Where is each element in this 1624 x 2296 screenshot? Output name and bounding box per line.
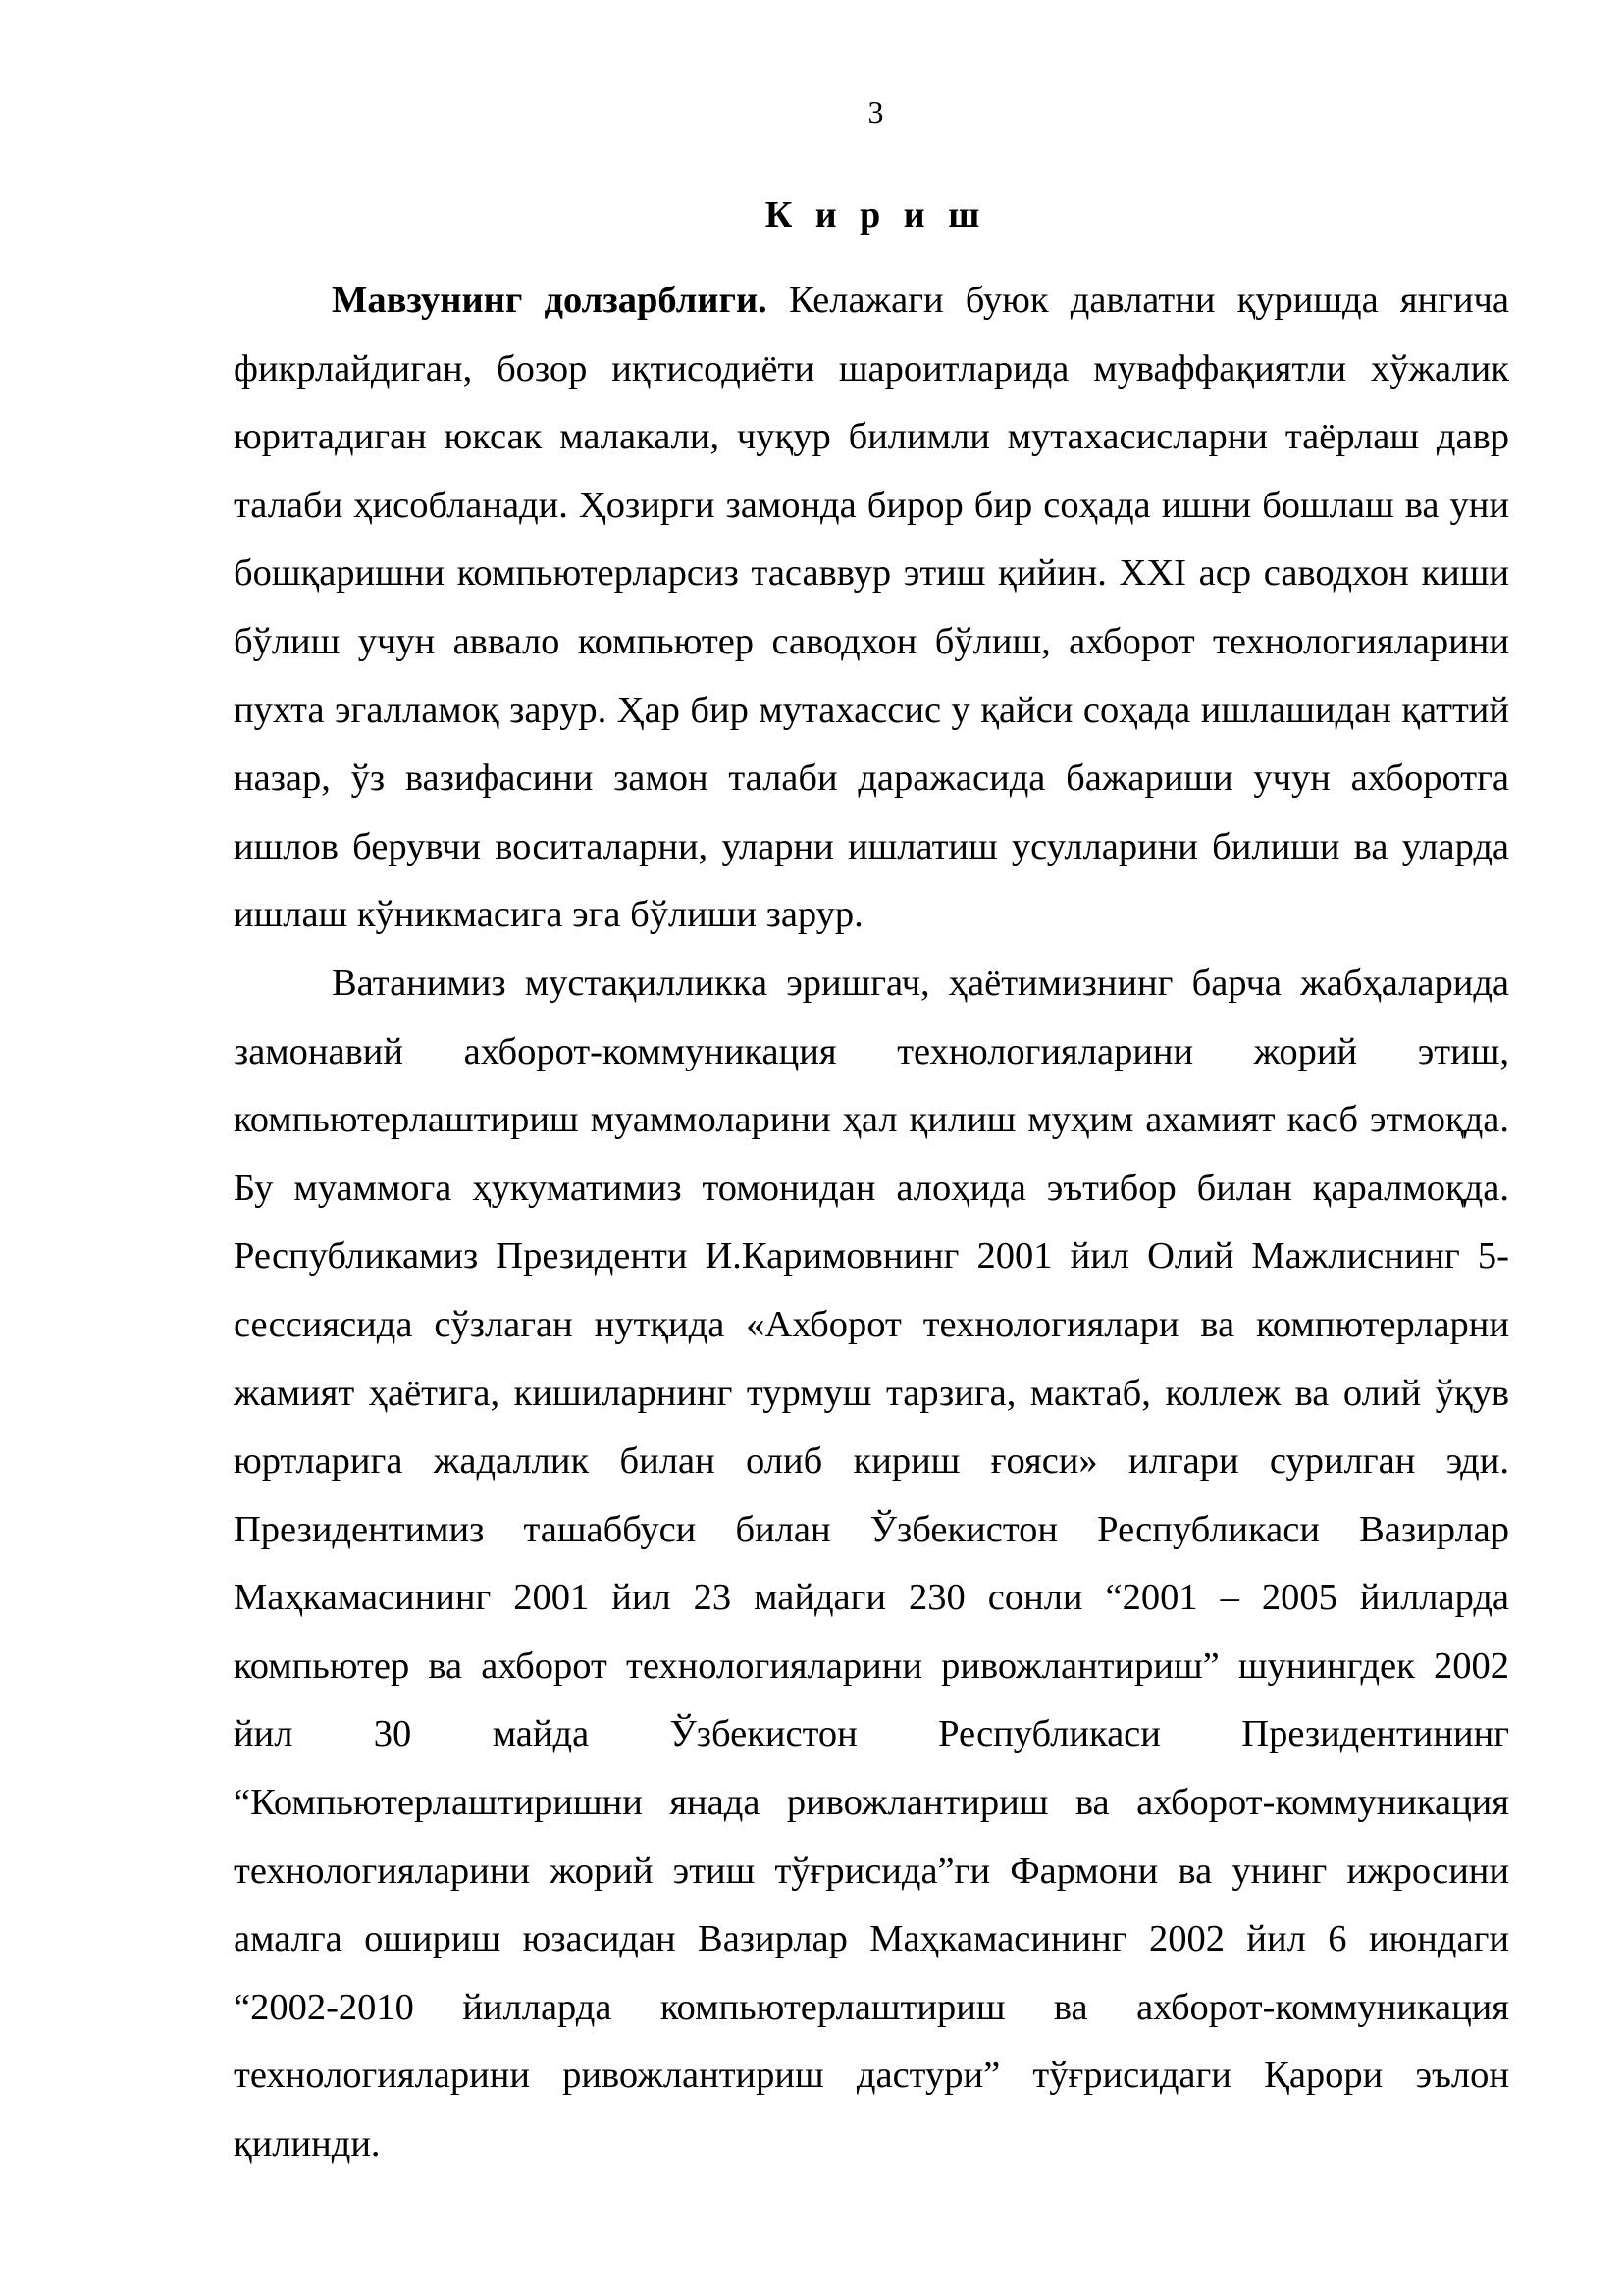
section-heading: К и р и ш: [764, 194, 987, 235]
paragraph-text: Келажаги буюк давлатни қуришда янгича фикрлайдиган, бозор иқтисодиёти шароитларида муваффақиятли хўжалик юритадиган юксак малакали, чуқур билимли мутахасисларни таёрлаш давр талаби ҳисобланади. Ҳозирги замонда бирор бир соҳада ишни бошлаш ва уни бошқаришни компьютерларсиз тасаввур этиш қийин. XXI аср саводхон киши бўлиш учун аввало компьютер саводхон бўлиш, ахборот технологияларини пухта эгалламоқ зарур. Ҳар бир мутахассис у қайси соҳада ишлашидан қаттий назар, ўз вазифасини замон талаби даражасида бажариши учун ахборотга ишлов берувчи воситаларни, уларни ишлатиш усулларини билиши ва уларда ишлаш кўникмасига эга бўлиши зарур.: [234, 280, 1510, 936]
paragraph-history: [234, 950, 1509, 2179]
paragraph-relevance: [234, 267, 1509, 950]
paragraph-text: Ватанимиз мустақилликка эришгач, ҳаётимизнинг барча жабҳаларида замонавий ахборот-коммуникация технологияларини жорий этиш, компьютерлаштириш муаммоларини ҳал қилиш муҳим ахамият касб этмоқда. Бу муаммога ҳукуматимиз томонидан алоҳида эътибор билан қаралмоқда. Республикамиз Президенти И.Каримовнинг 2001 йил Олий Мажлиснинг 5-сессиясида сўзлаган нутқида «Ахборот технологиялари ва компютерларни жамият ҳаётига, кишиларнинг турмуш тарзига, мактаб, коллеж ва олий ўқув юртларига жадаллик билан олиб кириш ғояси» илгари сурилган эди. Президентимиз ташаббуси билан Ўзбекистон Республикаси Вазирлар Маҳкамасининг 2001 йил 23 майдаги 230 сонли “2001 – 2005 йилларда компьютер ва ахборот технологияларини ривожлантириш” шунингдек 2002 йил 30 майда Ўзбекистон Республикаси Президентининг “Компьютерлаштиришни янада ривожлантириш ва ахборот-коммуникация технологияларини жорий этиш тўғрисида”ги Фармони ва унинг ижросини амалга ошириш юзасидан Вазирлар Маҳкамасининг 2002 йил 6 июндаги “2002-2010 йилларда компьютерлаштириш ва ахборот-коммуникация технологияларини ривожлантириш дастури” тўғрисидаги Қарори эълон қилинди.: [234, 962, 1509, 2166]
paragraph-lead: Мавзунинг долзарблиги.: [332, 280, 767, 321]
page-number: 3: [867, 94, 884, 130]
document-body: [234, 267, 1509, 2179]
